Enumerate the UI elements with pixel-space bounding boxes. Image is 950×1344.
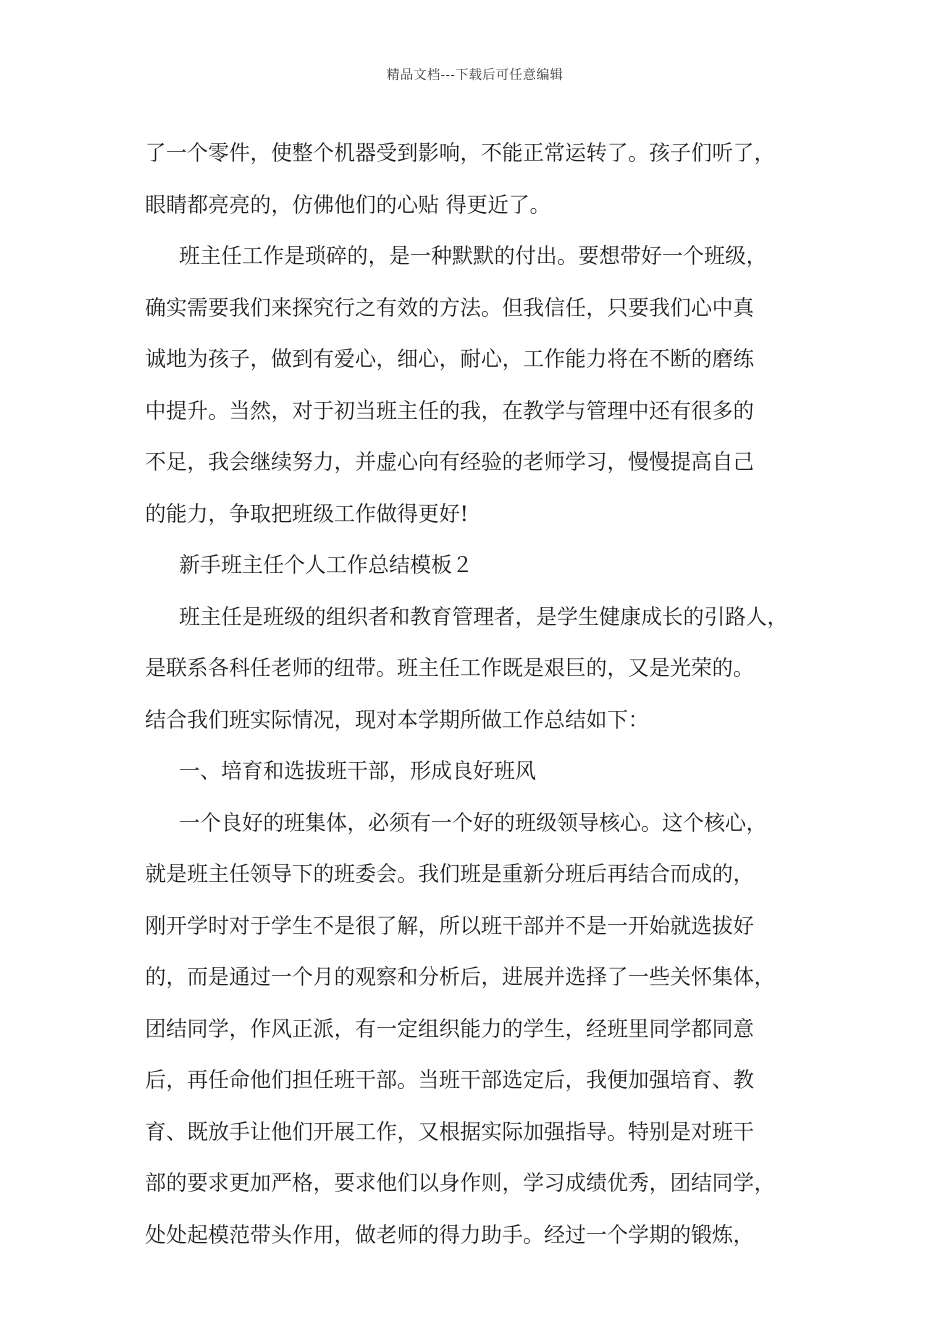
text-line: 的能力，争取把班级工作做得更好! (145, 501, 469, 526)
text-line: 结合我们班实际情况，现对本学期所做工作总结如下： (145, 707, 649, 732)
document-body (145, 128, 827, 1261)
text-line: 刚开学时对于学生不是很了解，所以班干部并不是一开始就选拔好 (145, 913, 754, 938)
paragraph-start-line: 一个良好的班集体，必须有一个好的班级领导核心。这个核心， (179, 810, 767, 835)
paragraph-start-line: 班主任是班级的组织者和教育管理者，是学生健康成长的引路人， (179, 604, 788, 629)
text-line: 育、既放手让他们开展工作，又根据实际加强指导。特别是对班干 (145, 1119, 754, 1144)
text-line: 眼睛都亮亮的，仿佛他们的心贴 得更近了。 (145, 192, 551, 217)
text-line: 就是班主任领导下的班委会。我们班是重新分班后再结合而成的， (145, 862, 754, 886)
text-line: 的，而是通过一个月的观察和分析后，进展并选择了一些关怀集体， (145, 965, 775, 989)
subsection-heading: 一、培育和选拔班干部，形成良好班风 (179, 759, 536, 783)
page-header: 精品文档---下载后可任意编辑 (386, 68, 564, 83)
text-line: 部的要求更加严格，要求他们以身作则，学习成绩优秀，团结同学， (145, 1171, 775, 1195)
text-line: 中提升。当然，对于初当班主任的我，在教学与管理中还有很多的 (145, 398, 754, 423)
text-line: 诚地为孩子，做到有爱心，细心，耐心，工作能力将在不断的磨练 (145, 347, 754, 371)
text-line: 不足，我会继续努力，并虚心向有经验的老师学习，慢慢提高自己 (145, 450, 754, 474)
paragraph-start-line: 班主任工作是琐碎的，是一种默默的付出。要想带好一个班级， (179, 244, 767, 268)
text-line: 是联系各科任老师的纽带。班主任工作既是艰巨的，又是光荣的。 (145, 656, 754, 680)
text-line: 后，再任命他们担任班干部。当班干部选定后，我便加强培育、教 (145, 1068, 754, 1092)
text-line: 确实需要我们来探究行之有效的方法。但我信任，只要我们心中真 (145, 295, 754, 320)
section-title: 新手班主任个人工作总结模板２ (179, 553, 473, 577)
text-line: 了一个零件，使整个机器受到影响，不能正常运转了。孩子们听了， (145, 141, 775, 165)
text-line: 团结同学，作风正派，有一定组织能力的学生，经班里同学都同意 (145, 1016, 754, 1041)
text-line: 处处起模范带头作用，做老师的得力助手。经过一个学期的锻炼， (145, 1222, 754, 1247)
